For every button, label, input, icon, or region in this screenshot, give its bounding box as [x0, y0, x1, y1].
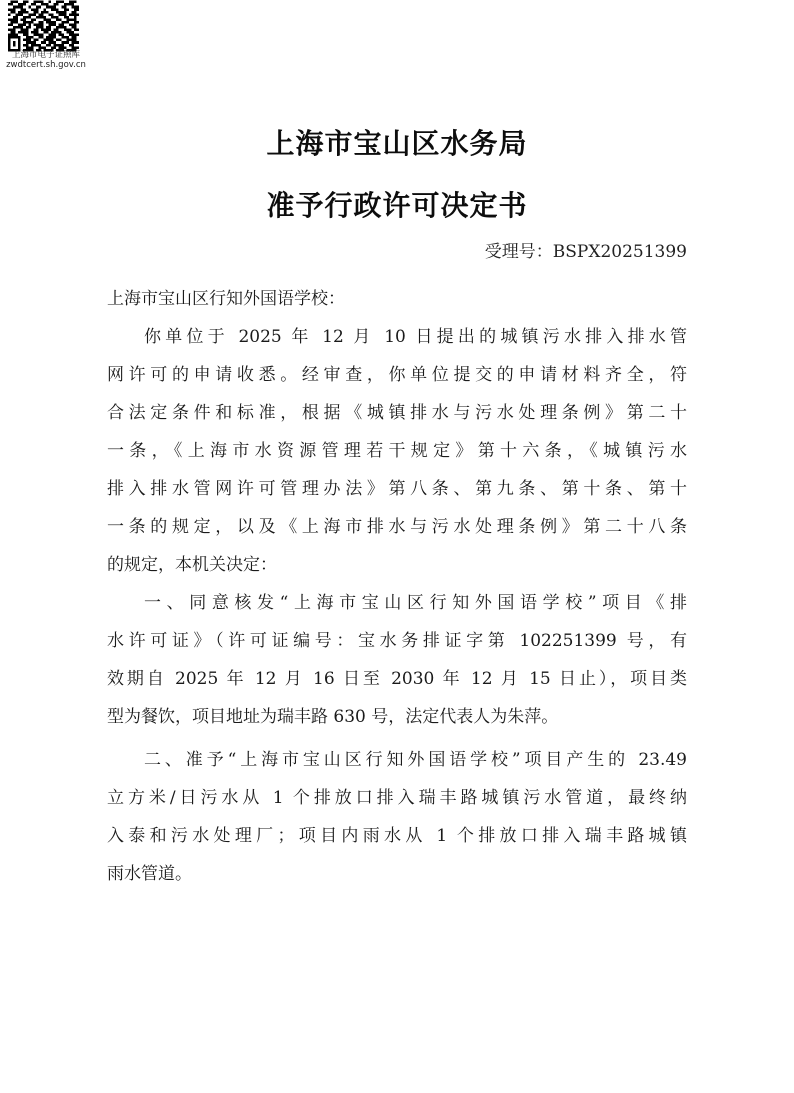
decision-item-2-line: 二、准予“上海市宝山区行知外国语学校”项目产生的 23.49: [144, 750, 687, 770]
addressee: 上海市宝山区行知外国语学校：: [107, 289, 345, 309]
body-line: 一条，《上海市水资源管理若干规定》第十六条，《城镇污水: [107, 441, 687, 461]
body-line: 你单位于 2025 年 12 月 10 日提出的城镇污水排入排水管: [144, 327, 687, 347]
qr-caption-domain: zwdtcert.sh.gov.cn: [6, 60, 86, 70]
decision-item-1-line: 型为餐饮，项目地址为瑞丰路 630 号，法定代表人为朱萍。: [107, 707, 559, 727]
decision-item-1-line: 一、同意核发“上海市宝山区行知外国语学校”项目《排: [144, 593, 687, 613]
qr-caption-source: 上海市电子证照库: [11, 50, 80, 60]
decision-item-2-line: 入泰和污水处理厂；项目内雨水从 1 个排放口排入瑞丰路城镇: [107, 826, 687, 846]
body-line: 的规定，本机关决定：: [107, 555, 277, 575]
decision-item-1-line: 水许可证》（许可证编号：宝水务排证字第 102251399 号，有: [107, 631, 687, 651]
body-line: 网许可的申请收悉。经审查，你单位提交的申请材料齐全，符: [107, 365, 687, 385]
body-line: 排入排水管网许可管理办法》第八条、第九条、第十条、第十: [107, 479, 687, 499]
body-line: 合法定条件和标准，根据《城镇排水与污水处理条例》第二十: [107, 403, 687, 423]
body-line: 一条的规定，以及《上海市排水与污水处理条例》第二十八条: [107, 517, 687, 537]
decision-item-2-line: 立方米/日污水从 1 个排放口排入瑞丰路城镇污水管道，最终纳: [107, 788, 687, 808]
reference-number: 受理号：BSPX20251399: [484, 242, 687, 262]
decision-item-2-line: 雨水管道。: [107, 864, 192, 884]
qr-code-icon: [8, 0, 79, 52]
decision-item-1-line: 效期自 2025 年 12 月 16 日至 2030 年 12 月 15 日止），项目类: [107, 669, 687, 689]
issuer-title: 上海市宝山区水务局: [266, 127, 528, 160]
document-title: 准予行政许可决定书: [266, 189, 528, 222]
